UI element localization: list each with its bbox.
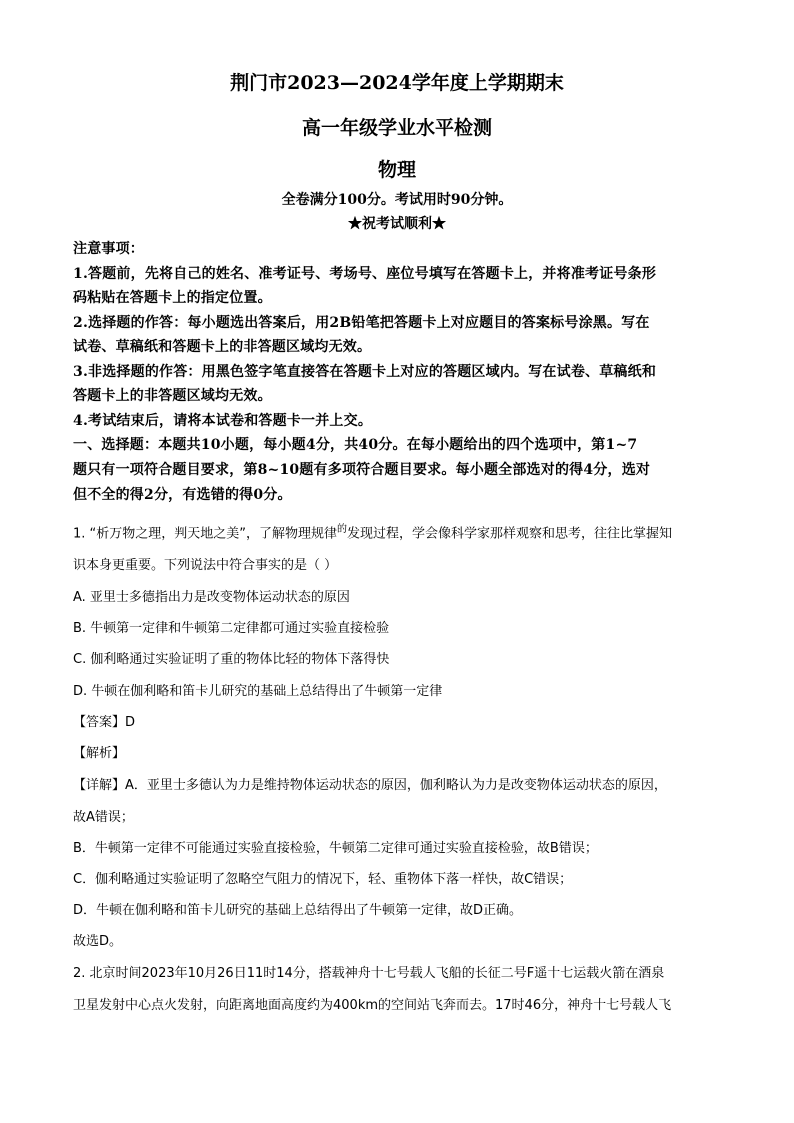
section-instruction: 题只有一项符合题目要求，第8~10题有多项符合题目要求。每小题全部选对的得4分，选对 [73,462,651,478]
question-1-stem: 识本身更重要。下列说法中符合事实的是（ ） [73,558,338,573]
question-1-detail: 【详解】A．亚里士多德认为力是维持物体运动状态的原因，伽利略认为力是改变物体运动状态的原因， [73,778,667,793]
question-1-option-d: D. 牛顿在伽利略和笛卡儿研究的基础上总结得出了牛顿第一定律 [73,684,443,699]
question-1-detail: 故A错误； [73,810,134,825]
section-instruction: 一、选择题：本题共10小题，每小题4分，共40分。在每小题给出的四个选项中，第1~7 [73,437,638,453]
question-1-detail: C．伽利略通过实验证明了忽略空气阻力的情况下，轻、重物体下落一样快，故C错误； [73,872,573,887]
subject-title: 物理 [377,159,416,181]
question-1-detail: 故选D。 [73,934,123,949]
question-1-option-a: A. 亚里士多德指出力是改变物体运动状态的原因 [73,590,350,605]
notice-line: 2.选择题的作答：每小题选出答案后，用2B铅笔把答题卡上对应题目的答案标号涂黑。写在 [73,315,650,331]
notice-line: 4.考试结束后，请将本试卷和答题卡一并上交。 [73,413,373,429]
notice-line: 码粘贴在答题卡上的指定位置。 [73,290,272,306]
notice-heading: 注意事项： [73,241,144,257]
notice-line: 3.非选择题的作答：用黑色签字笔直接答在答题卡上对应的答题区域内。写在试卷、草稿纸和 [73,364,657,380]
question-1-stem [73,520,725,541]
question-1-option-c: C. 伽利略通过实验证明了重的物体比轻的物体下落得快 [73,652,390,667]
question-1-stem-part: 发现过程，学会像科学家那样观察和思考，往往比掌握知 [347,526,673,542]
exam-wish: ★祝考试顺利★ [348,216,446,232]
question-1-detail: B．牛顿第一定律不可能通过实验直接检验，牛顿第二定律可通过实验直接检验，故B错误； [73,841,598,856]
question-1-answer: 【答案】D [73,715,136,730]
notice-line: 试卷、草稿纸和答题卡上的非答题区域均无效。 [73,339,372,355]
question-1-stem-part: 1. “析万物之理，判天地之美”，了解物理规律 [73,526,338,542]
question-2-stem: 2. 北京时间2023年10月26日11时14分，搭载神舟十七号载人飞船的长征二号F遥十七运载火箭在酒泉 [73,966,665,981]
question-1-analysis: 【解析】 [73,746,126,761]
exam-title: 荆门市2023—2024学年度上学期期末 [230,72,564,94]
question-1-stem-sup: 的 [337,524,348,535]
exam-subtitle: 高一年级学业水平检测 [301,117,492,139]
notice-line: 答题卡上的非答题区域均无效。 [73,388,272,404]
notice-line: 1.答题前，先将自己的姓名、准考证号、考场号、座位号填写在答题卡上，并将准考证号条形 [73,266,657,282]
question-2-stem: 卫星发射中心点火发射，向距离地面高度约为400km的空间站飞奔而去。17时46分，神舟十七号载人飞 [73,998,672,1013]
question-1-option-b: B. 牛顿第一定律和牛顿第二定律都可通过实验直接检验 [73,621,390,636]
exam-info: 全卷满分100分。考试用时90分钟。 [281,192,513,208]
section-instruction: 但不全的得2分，有选错的得0分。 [73,487,292,503]
question-1-detail: D．牛顿在伽利略和笛卡儿研究的基础上总结得出了牛顿第一定律，故D正确。 [73,903,523,918]
